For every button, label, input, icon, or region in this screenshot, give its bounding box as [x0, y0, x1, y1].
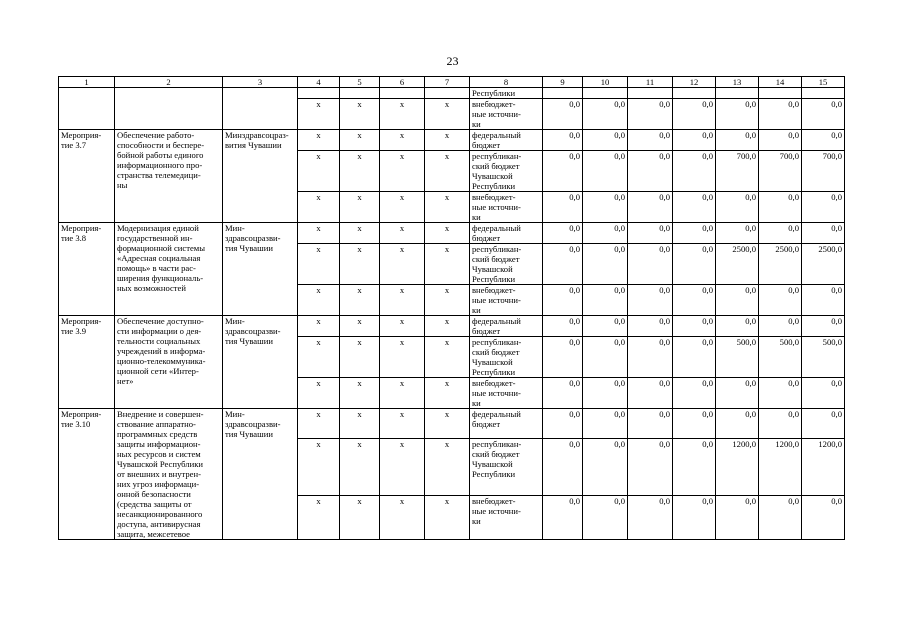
column-number-cell: 7 [425, 77, 470, 88]
value-cell: 0,0 [759, 316, 802, 337]
column-number-cell: 5 [340, 77, 380, 88]
mark-cell: x [425, 99, 470, 130]
source-cell: республикан- ский бюджет Чувашской Республики [470, 337, 543, 378]
mark-cell: x [380, 130, 425, 151]
value-cell: 0,0 [628, 244, 673, 285]
value-cell: 0,0 [583, 337, 628, 378]
mark-cell: x [298, 496, 340, 540]
mark-cell: x [380, 223, 425, 244]
value-cell: 0,0 [673, 378, 716, 409]
value-cell: 0,0 [543, 438, 583, 496]
value-cell: 0,0 [583, 438, 628, 496]
value-cell: 0,0 [583, 99, 628, 130]
value-cell: 0,0 [543, 378, 583, 409]
value-cell: 0,0 [802, 378, 845, 409]
value-cell [583, 88, 628, 99]
column-number-row [59, 77, 845, 88]
funding-row [59, 316, 845, 337]
value-cell: 0,0 [716, 378, 759, 409]
source-cell: республикан- ский бюджет Чувашской Республики [470, 244, 543, 285]
mark-cell: x [380, 337, 425, 378]
mark-cell: x [425, 496, 470, 540]
mark-cell: x [298, 285, 340, 316]
value-cell: 0,0 [628, 192, 673, 223]
value-cell: 0,0 [628, 99, 673, 130]
value-cell: 700,0 [759, 151, 802, 192]
column-number-cell: 9 [543, 77, 583, 88]
value-cell: 0,0 [673, 337, 716, 378]
value-cell: 0,0 [543, 337, 583, 378]
value-cell: 0,0 [673, 130, 716, 151]
source-cell: федеральный бюджет [470, 223, 543, 244]
value-cell: 0,0 [628, 337, 673, 378]
mark-cell: x [298, 378, 340, 409]
value-cell: 0,0 [543, 99, 583, 130]
mark-cell: x [425, 337, 470, 378]
value-cell: 700,0 [716, 151, 759, 192]
value-cell: 0,0 [628, 496, 673, 540]
value-cell [759, 88, 802, 99]
funding-row [59, 409, 845, 439]
value-cell: 0,0 [802, 130, 845, 151]
mark-cell: x [340, 223, 380, 244]
value-cell [802, 88, 845, 99]
value-cell: 0,0 [716, 496, 759, 540]
mark-cell: x [380, 316, 425, 337]
mark-cell [340, 88, 380, 99]
value-cell: 500,0 [759, 337, 802, 378]
value-cell: 0,0 [583, 151, 628, 192]
mark-cell: x [425, 438, 470, 496]
column-number-cell: 2 [115, 77, 223, 88]
mark-cell: x [340, 378, 380, 409]
mark-cell: x [425, 409, 470, 439]
value-cell: 500,0 [802, 337, 845, 378]
source-cell: внебюджет- ные источни- ки [470, 99, 543, 130]
mark-cell: x [340, 151, 380, 192]
value-cell: 0,0 [543, 223, 583, 244]
mark-cell: x [340, 244, 380, 285]
value-cell: 0,0 [543, 192, 583, 223]
value-cell: 2500,0 [759, 244, 802, 285]
mark-cell: x [380, 496, 425, 540]
value-cell: 0,0 [759, 378, 802, 409]
value-cell: 0,0 [628, 285, 673, 316]
continuation-row [59, 88, 845, 99]
mark-cell: x [425, 285, 470, 316]
value-cell: 0,0 [543, 151, 583, 192]
mark-cell: x [340, 285, 380, 316]
mark-cell: x [425, 316, 470, 337]
value-cell: 1200,0 [802, 438, 845, 496]
mark-cell: x [298, 192, 340, 223]
source-cell: внебюджет- ные источни- ки [470, 192, 543, 223]
value-cell: 0,0 [716, 223, 759, 244]
value-cell: 0,0 [543, 316, 583, 337]
source-cell: Республики [470, 88, 543, 99]
mark-cell [298, 88, 340, 99]
measure-name-cell: Обеспечение работо- способности и беспере- бойной работы единого информационного про- странства телемедици- ны [115, 130, 223, 223]
value-cell: 0,0 [716, 409, 759, 439]
executor-cell: Мин- здравсоцразви- тия Чувашии [223, 316, 298, 409]
source-cell: внебюджет- ные источни- ки [470, 496, 543, 540]
value-cell: 0,0 [628, 223, 673, 244]
value-cell [673, 88, 716, 99]
value-cell: 0,0 [543, 130, 583, 151]
mark-cell: x [340, 496, 380, 540]
value-cell: 0,0 [673, 192, 716, 223]
mark-cell: x [340, 337, 380, 378]
value-cell: 0,0 [543, 496, 583, 540]
value-cell: 0,0 [759, 409, 802, 439]
measure-name-cell: Внедрение и совершен- ствование аппаратно- программных средств защиты информацион- ных ресурсов и систем Чувашской Республики от внешних и внутрен- них угроз информаци- онной безопасности (средства защиты от несанкционированного доступа, антивирусная защита, межсетевое [115, 409, 223, 540]
value-cell: 0,0 [802, 192, 845, 223]
column-number-cell: 3 [223, 77, 298, 88]
value-cell: 0,0 [673, 316, 716, 337]
measure-id-cell: Мероприя- тие 3.7 [59, 130, 115, 223]
value-cell: 0,0 [673, 409, 716, 439]
value-cell: 0,0 [673, 438, 716, 496]
value-cell: 0,0 [759, 99, 802, 130]
value-cell: 0,0 [673, 285, 716, 316]
source-cell: внебюджет- ные источни- ки [470, 378, 543, 409]
value-cell: 0,0 [673, 151, 716, 192]
value-cell: 0,0 [759, 130, 802, 151]
value-cell: 700,0 [802, 151, 845, 192]
mark-cell: x [380, 99, 425, 130]
mark-cell: x [340, 438, 380, 496]
mark-cell: x [340, 130, 380, 151]
mark-cell: x [425, 223, 470, 244]
mark-cell: x [340, 99, 380, 130]
value-cell: 0,0 [802, 223, 845, 244]
mark-cell: x [340, 409, 380, 439]
mark-cell: x [425, 151, 470, 192]
mark-cell: x [380, 285, 425, 316]
value-cell: 0,0 [802, 409, 845, 439]
mark-cell: x [298, 244, 340, 285]
value-cell: 500,0 [716, 337, 759, 378]
column-number-cell: 11 [628, 77, 673, 88]
value-cell: 0,0 [628, 438, 673, 496]
column-number-cell: 10 [583, 77, 628, 88]
mark-cell: x [298, 130, 340, 151]
value-cell: 0,0 [583, 496, 628, 540]
value-cell: 0,0 [583, 378, 628, 409]
column-number-cell: 15 [802, 77, 845, 88]
measure-id-cell [59, 88, 115, 130]
source-cell: республикан- ский бюджет Чувашской Республики [470, 151, 543, 192]
value-cell: 0,0 [583, 285, 628, 316]
measure-id-cell: Мероприя- тие 3.10 [59, 409, 115, 540]
mark-cell: x [380, 409, 425, 439]
table-body [59, 77, 845, 540]
mark-cell: x [298, 316, 340, 337]
value-cell: 0,0 [543, 244, 583, 285]
column-number-cell: 12 [673, 77, 716, 88]
value-cell: 0,0 [583, 244, 628, 285]
value-cell: 0,0 [543, 285, 583, 316]
measure-name-cell: Модернизация единой государственной ин- формационной системы «Адресная социальная помощь» в части рас- ширения функциональ- ных возможностей [115, 223, 223, 316]
measure-name-cell [115, 88, 223, 130]
value-cell: 1200,0 [759, 438, 802, 496]
measure-id-cell: Мероприя- тие 3.9 [59, 316, 115, 409]
mark-cell: x [340, 192, 380, 223]
value-cell: 0,0 [716, 130, 759, 151]
source-cell: федеральный бюджет [470, 130, 543, 151]
mark-cell: x [298, 99, 340, 130]
source-cell: внебюджет- ные источни- ки [470, 285, 543, 316]
value-cell: 0,0 [583, 409, 628, 439]
value-cell: 0,0 [583, 316, 628, 337]
mark-cell: x [380, 151, 425, 192]
value-cell: 0,0 [802, 285, 845, 316]
executor-cell [223, 88, 298, 130]
measure-name-cell: Обеспечение доступно- сти информации о дея- тельности социальных учреждений в информа- ционно-телекоммуника- ционной сети «Интер- нет» [115, 316, 223, 409]
executor-cell: Мин- здравсоцразви- тия Чувашии [223, 223, 298, 316]
value-cell: 0,0 [628, 130, 673, 151]
page-number: 23 [446, 54, 459, 68]
value-cell: 0,0 [802, 99, 845, 130]
value-cell: 0,0 [543, 409, 583, 439]
value-cell: 0,0 [759, 223, 802, 244]
value-cell: 0,0 [583, 130, 628, 151]
column-number-cell: 13 [716, 77, 759, 88]
executor-cell: Минздравсоцраз- вития Чувашии [223, 130, 298, 223]
mark-cell: x [425, 244, 470, 285]
value-cell: 0,0 [628, 409, 673, 439]
value-cell: 0,0 [716, 316, 759, 337]
value-cell: 0,0 [583, 192, 628, 223]
mark-cell: x [425, 130, 470, 151]
mark-cell: x [340, 316, 380, 337]
value-cell: 0,0 [673, 244, 716, 285]
column-number-cell: 6 [380, 77, 425, 88]
value-cell: 0,0 [673, 99, 716, 130]
mark-cell [380, 88, 425, 99]
source-cell: федеральный бюджет [470, 409, 543, 439]
value-cell: 0,0 [716, 285, 759, 316]
mark-cell [425, 88, 470, 99]
value-cell: 2500,0 [802, 244, 845, 285]
mark-cell: x [380, 378, 425, 409]
value-cell: 2500,0 [716, 244, 759, 285]
mark-cell: x [298, 337, 340, 378]
value-cell: 0,0 [628, 378, 673, 409]
column-number-cell: 14 [759, 77, 802, 88]
executor-cell: Мин- здравсоцразви- тия Чувашии [223, 409, 298, 540]
mark-cell: x [298, 223, 340, 244]
source-cell: федеральный бюджет [470, 316, 543, 337]
mark-cell: x [380, 244, 425, 285]
source-cell: республикан- ский бюджет Чувашской Республики [470, 438, 543, 496]
value-cell: 0,0 [583, 223, 628, 244]
value-cell: 0,0 [673, 223, 716, 244]
mark-cell: x [298, 438, 340, 496]
value-cell: 0,0 [802, 316, 845, 337]
funding-table [58, 76, 845, 540]
mark-cell: x [380, 438, 425, 496]
value-cell [628, 88, 673, 99]
value-cell: 0,0 [759, 496, 802, 540]
value-cell: 0,0 [759, 285, 802, 316]
funding-row [59, 223, 845, 244]
column-number-cell: 1 [59, 77, 115, 88]
value-cell [716, 88, 759, 99]
value-cell [543, 88, 583, 99]
value-cell: 0,0 [759, 192, 802, 223]
measure-id-cell: Мероприя- тие 3.8 [59, 223, 115, 316]
mark-cell: x [298, 151, 340, 192]
column-number-cell: 4 [298, 77, 340, 88]
value-cell: 0,0 [802, 496, 845, 540]
value-cell: 1200,0 [716, 438, 759, 496]
value-cell: 0,0 [716, 192, 759, 223]
value-cell: 0,0 [716, 99, 759, 130]
mark-cell: x [425, 378, 470, 409]
funding-row [59, 130, 845, 151]
value-cell: 0,0 [628, 316, 673, 337]
mark-cell: x [298, 409, 340, 439]
mark-cell: x [425, 192, 470, 223]
value-cell: 0,0 [628, 151, 673, 192]
mark-cell: x [380, 192, 425, 223]
column-number-cell: 8 [470, 77, 543, 88]
value-cell: 0,0 [673, 496, 716, 540]
